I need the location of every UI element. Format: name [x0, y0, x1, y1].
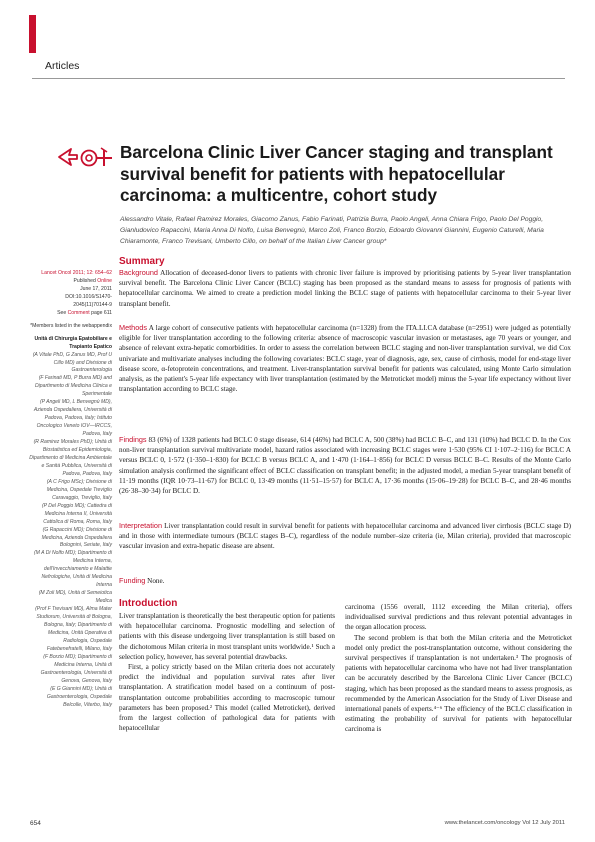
abstract-label: Funding: [119, 576, 146, 585]
members-note: *Members listed in the webappendix: [30, 322, 112, 329]
affiliation: (F Borzio MD); Dipartimento di Medicina Interna, Unità di Gastroenterologia, Università di Genova, Genova, Italy: [40, 653, 112, 684]
body-column-left: [119, 611, 335, 733]
affiliation: (F Farinati MD, P Burra MD) and Dipartimento di Medicina Clinica e Sperimentale: [34, 375, 112, 398]
affiliation: Unità di Chirurgia Epatobiliare e Trapianto Epatico: [34, 335, 112, 350]
published-date: June 17, 2011: [80, 285, 112, 292]
see-comment: See Comment page 611: [57, 309, 112, 316]
author-list: Alessandro Vitale, Rafael Ramirez Morales, Giacomo Zanus, Fabio Farinati, Patrizia Burra, Paolo Angeli, Anna Chiara Frigo, Paolo Del Poggio, Gianludovico Rapaccini, Maria Anna Di Nolfo, Luisa Benvegnù, Marco Zoli, Franco Borzio, Edoardo Giovanni Giannini, Eugenio Caturelli, Maria Chiaramonte, Franco Trevisani, Umberto Cillo, on behalf of the Italian Liver Cancer group*: [120, 216, 544, 245]
section-label: Articles: [45, 60, 80, 72]
journal-footer: www.thelancet.com/oncology Vol 12 July 2011: [444, 820, 565, 826]
introduction-heading: Introduction: [119, 598, 178, 609]
body-paragraph: The second problem is that both the Milan criteria and the Metroticket model only predict the post-transplantation outcome, without considering the survival perspectives if transplantation is not undertaken.³ The prognosis of patients with hepatocellular carcinoma who have not had liver transplantation can be accurately described by the Barcelona Clinic Liver Cancer (BCLC) staging, which has been proposed as the standard means to assess prognosis, as recommended by the American Association for the Study of Liver Disease and international panels of experts.⁴⁻⁶ The efficiency of the BCLC classification in estimating the probability of survival for patients with hepatocellular carcinoma is: [345, 633, 572, 734]
affiliation: (M Zoli MD), Unità di Semeiotica Medica: [38, 590, 112, 605]
body-column-right: [345, 602, 572, 735]
body-paragraph: First, a policy strictly based on the Milan criteria does not accurately predict the individual and population survival rates after liver transplantation. A stratification model based on a continuum of post-transplantation outcome probabilities according to macroscopic tumour parameters has been proposed.² This model (called Metroticket), derived from the largest collection of pathological data for patients with hepatocellular: [119, 663, 335, 733]
summary-heading: Summary: [119, 256, 165, 267]
section-marker-bar: [29, 15, 36, 53]
page-number: 654: [30, 820, 41, 827]
comment-link[interactable]: Comment: [67, 309, 90, 316]
affiliation: (Prof F Trevisani MD), Alma Mater Studiorum, Università di Bologna, Bologna, Italy; Dipartimento di Medicina, Unità Operativa di Radiologia, Ospedale Fatebenefratelli, Milano, Italy: [35, 606, 112, 652]
affiliation: (E G Giannini MD); Unità di Gastroenterologia, Ospedale Belcolle, Viterbo, Italy: [46, 685, 112, 708]
abstract-interpretation: Interpretation Liver transplantation could result in survival benefit for patients with hepatocellular carcinoma and advanced liver cirrhosis (BCLC stage D) and in those with intermediate tumours (BCLC stages B–C), regardless of the nodule number–size criteria (ie, Milan criteria), provided that macroscopic vascular invasion and extra-hepatic disease are absent.: [119, 521, 571, 551]
abstract-label: Methods: [119, 323, 147, 332]
affiliation: (R Ramirez Morales PhD); Unità di Biostatistica ed Epidemiologia, Dipartimento di Medicina Ambientale e Sanità Pubblica, Università di Padova, Padova, Italy: [29, 439, 112, 477]
published-online: Published Online: [73, 277, 112, 284]
body-paragraph: Liver transplantation is theoretically the best therapeutic option for patients with hepatocellular carcinoma. Prognostic modelling and selection of patients with this disease undergoing liver transplantation is still based on the dichotomous Milan criteria in most transplant units worldwide.¹ Such a selection policy, however, has several potential drawbacks.: [119, 612, 335, 661]
online-link[interactable]: Online: [97, 277, 112, 284]
arrow-icon: [59, 149, 77, 165]
abstract-findings: Findings 83 (6%) of 1328 patients had BCLC 0 stage disease, 614 (46%) had BCLC A, 500 (38%) had BCLC B–C, and 131 (10%) had BCLC D. In the Cox non-liver transplantation survival multivariate model, hazard ratios associated with increasing BCLC stages were 1·530 (95% CI 1·107–2·116) for BCLC A versus BCLC 0, 1·572 (1·350–1·830) for BCLC B versus BCLC A, and 1·470 (1·164–1·856) for BCLC D versus BCLC B–C. Results of the Monte Carlo simulation analysis confirmed the significant effect of BCLC classification on transplant benefit; in the adjusted model, a median 5-year transplant benefit of 11·19 months (IQR 10·73–11·67) for BCLC 0, 13·49 months (11·51–15·57) for BCLC A, 17·36 months (15·06–19·28) for BCLC B–C, and 28·46 months (26·38–30·34) for BCLC D.: [119, 435, 571, 496]
doi-line-2: 2045(11)70144-9: [73, 301, 112, 308]
affiliation: (G Rapaccini MD); Divisione di Medicina, Azienda Ospedaliera Bolognini, Seriate, Italy: [41, 526, 112, 549]
affiliation: (P Del Poggio MD); Cattedra di Medicina Interna II, Università Cattolica di Roma, Roma, Italy: [41, 502, 112, 525]
article-title: Barcelona Clinic Liver Cancer staging and transplant survival benefit for patients with hepatocellular carcinoma: a multicentre, cohort study: [120, 142, 553, 205]
doi-line-1: DOI:10.1016/S1470-: [65, 293, 112, 300]
affiliation: (M A Di Nolfo MD); Dipartimento di Medicina Interna, dell'Invecchiamento e Malattie Nefrologiche, Unità di Medicina Interna: [33, 550, 112, 589]
affiliation: (A Vitale PhD, G Zanus MD, Prof U Cillo MD) and Divisione di Gastroenterologia: [32, 351, 112, 374]
affiliation: (A C Frigo MSc); Divisione di Medicina, Ospedale Treviglio Caravaggio, Treviglio, Italy: [46, 478, 112, 501]
affiliation: (P Angeli MD, L Benvegnù MD), Azienda Ospedaliera, Università di Padova, Padova, Italy; Istituto Oncologico Veneto IOV—IRCCS, Padova, Italy: [33, 399, 112, 438]
journal-reference: Lancet Oncol 2011; 12: 654–62: [41, 270, 112, 276]
abstract-background: Background Allocation of deceased-donor livers to patients with chronic liver failure is improved by prioritising patients by 5-year liver transplantation survival benefit. The Barcelona Clinic Liver Cancer (BCLC) staging has been proposed as the standard means to assess for prognosis of patients with hepatocellular carcinoma. We aimed to create a prediction model linking the BCLC stage of patients with hepatocellular carcinoma to their 5-year liver transplant benefit.: [119, 268, 571, 308]
abstract-label: Background: [119, 268, 158, 277]
abstract-funding: Funding None.: [119, 576, 165, 585]
at-sign-icon: [82, 151, 97, 166]
abstract-label: Interpretation: [119, 521, 162, 530]
article-icons: [57, 145, 115, 169]
sidebar-notes: [28, 270, 112, 709]
header-rule: [32, 78, 565, 79]
plus-icon: [96, 148, 112, 166]
abstract-methods: Methods A large cohort of consecutive patients with hepatocellular carcinoma (n=1328) from the ITA.LI.CA database (n=2951) were judged as potentially eligible for liver transplantation according to the following criteria: absence of macroscopic vascular invasion or metastases, age 70 years or younger, and absence of relevant extra-hepatic comorbidities. In order to assess the correlation between BCLC staging and non-liver transplantation survival, we did Cox univariate and multivariate analyses including the following covariates: BCLC stage, year of diagnosis, age, sex, cause of cirrhosis, model for end-stage liver disease score, α-fetoprotein concentrations, and treatment. Liver-transplantation survival benefit for patients was calculated, using Monte Carlo simulation analysis, as the patient's 5-year life expectancy with liver transplantation (estimated by the Metroticket model) minus the 5-year life expectancy without liver transplantation according to BCLC stage.: [119, 323, 571, 394]
abstract-label: Findings: [119, 435, 147, 444]
body-paragraph: carcinoma (1556 overall, 1112 exceeding the Milan criteria), offers individualised survival predictions and thus relevant potential advantages in the organ allocation process.: [345, 603, 572, 632]
